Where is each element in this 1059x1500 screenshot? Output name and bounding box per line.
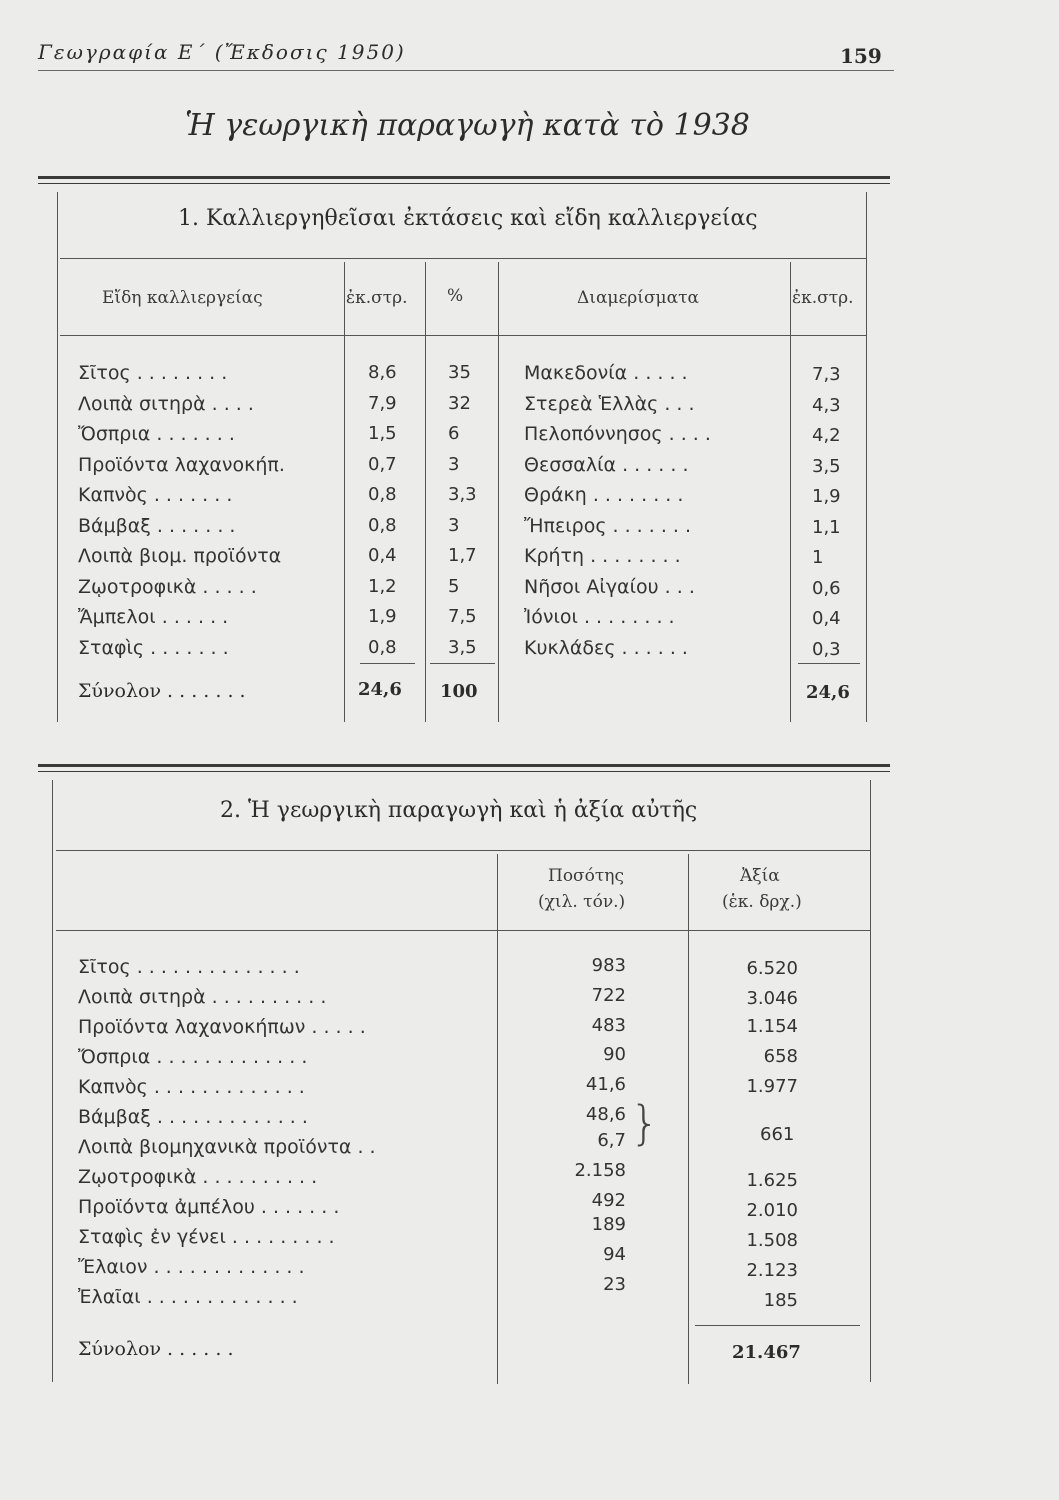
region-name: Νῆσοι Αἰγαίου . . . — [524, 576, 695, 598]
region-name: Μακεδονία . . . . . — [524, 362, 688, 384]
table-1-left-border — [57, 192, 58, 722]
brace-icon: } — [630, 1096, 660, 1150]
table-2-top-rule-thin — [38, 771, 890, 772]
product-name: Λοιπὰ σιτηρὰ . . . . . . . . . . — [78, 986, 327, 1008]
table-2-left-border — [52, 780, 53, 1382]
product-value: 3.046 — [746, 988, 798, 1009]
product-value: 185 — [763, 1290, 798, 1311]
crop-area: 8,6 — [368, 362, 397, 383]
crop-area: 7,9 — [368, 393, 397, 414]
crop-name: Λοιπὰ βιομ. προϊόντα — [78, 545, 282, 567]
region-name: Κρήτη . . . . . . . . — [524, 545, 681, 567]
table-1-total-area: 24,6 — [358, 679, 402, 700]
product-quantity: 23 — [603, 1274, 626, 1295]
table-1-top-rule-thin — [38, 183, 890, 184]
product-quantity: 41,6 — [585, 1074, 626, 1095]
table-1-right-border — [866, 192, 867, 722]
col-header-quantity: Ποσότης — [548, 866, 625, 886]
table-2-col-sep — [497, 854, 498, 1384]
table-1-col-sep — [425, 262, 426, 722]
region-area: 3,5 — [812, 456, 841, 477]
product-name: Ἔλαιον . . . . . . . . . . . . . — [78, 1256, 305, 1278]
product-quantity: 48,6 — [585, 1104, 626, 1125]
region-name: Ἰόνιοι . . . . . . . . — [524, 606, 675, 628]
total-rule — [430, 663, 495, 664]
crop-percent: 5 — [448, 576, 460, 597]
col-header-region-area: ἐκ.στρ. — [792, 288, 854, 308]
product-value: 2.123 — [746, 1260, 798, 1281]
table-2-top-rule — [38, 764, 890, 767]
table-2-caption: 2. Ἡ γεωργικὴ παραγωγὴ καὶ ἡ ἀξία αὐτῆς — [220, 798, 698, 823]
col-header-quantity-unit: (χιλ. τόν.) — [538, 892, 626, 912]
running-title: Γεωγραφία Ε΄ (Ἔκδοσις 1950) — [38, 40, 406, 64]
product-name: Προϊόντα ἀμπέλου . . . . . . . — [78, 1196, 340, 1218]
page-number: 159 — [840, 44, 882, 68]
table-2-total-label: Σύνολον . . . . . . — [78, 1338, 234, 1360]
product-quantity: 2.158 — [574, 1160, 626, 1181]
crop-name: Βάμβαξ . . . . . . . — [78, 515, 236, 537]
product-quantity: 492 — [591, 1190, 626, 1211]
col-header-value: Ἀξία — [740, 866, 780, 886]
col-header-region: Διαμερίσματα — [577, 288, 699, 308]
crop-percent: 3,3 — [448, 484, 477, 505]
crop-area: 0,4 — [368, 545, 397, 566]
table-2-header-rule-bottom — [56, 930, 870, 931]
table-2-header-rule-top — [56, 850, 870, 851]
crop-name: Λοιπὰ σιτηρὰ . . . . — [78, 393, 254, 415]
product-name: Σταφὶς ἐν γένει . . . . . . . . . — [78, 1226, 335, 1248]
crop-area: 0,8 — [368, 637, 397, 658]
crop-area: 1,2 — [368, 576, 397, 597]
crop-area: 1,9 — [368, 606, 397, 627]
product-quantity: 189 — [591, 1214, 626, 1235]
region-name: Θράκη . . . . . . . . — [524, 484, 684, 506]
col-header-value-unit: (ἑκ. δρχ.) — [722, 892, 802, 912]
crop-name: Ὄσπρια . . . . . . . — [78, 423, 235, 445]
total-rule — [360, 663, 415, 664]
table-1-total-percent: 100 — [440, 681, 478, 702]
table-1-col-sep — [344, 262, 345, 722]
product-name: Σῖτος . . . . . . . . . . . . . . — [78, 956, 300, 978]
table-1-header-rule-bottom — [60, 335, 866, 336]
crop-percent: 32 — [448, 393, 471, 414]
crop-percent: 6 — [448, 423, 460, 444]
page-title: Ἡ γεωργικὴ παραγωγὴ κατὰ τὸ 1938 — [185, 108, 750, 143]
col-header-area: ἐκ.στρ. — [346, 288, 408, 308]
product-value: 1.154 — [746, 1016, 798, 1037]
region-area: 0,6 — [812, 578, 841, 599]
crop-name: Σταφὶς . . . . . . . — [78, 637, 229, 659]
region-area: 1 — [812, 547, 824, 568]
region-area: 4,2 — [812, 425, 841, 446]
product-name: Καπνὸς . . . . . . . . . . . . . — [78, 1076, 305, 1098]
product-name: Βάμβαξ . . . . . . . . . . . . . — [78, 1106, 308, 1128]
table-1-header-rule-top — [60, 258, 866, 259]
product-value: 1.625 — [746, 1170, 798, 1191]
crop-name: Προϊόντα λαχανοκήπ. — [78, 454, 285, 476]
crop-area: 0,8 — [368, 484, 397, 505]
crop-name: Σῖτος . . . . . . . . — [78, 362, 228, 384]
table-1-top-rule — [38, 176, 890, 179]
region-name: Πελοπόννησος . . . . — [524, 423, 711, 445]
product-name: Ὄσπρια . . . . . . . . . . . . . — [78, 1046, 308, 1068]
product-value: 1.508 — [746, 1230, 798, 1251]
crop-name: Ζῳοτροφικὰ . . . . . — [78, 576, 257, 598]
region-area: 1,9 — [812, 486, 841, 507]
total-rule — [798, 663, 860, 664]
table-1-caption: 1. Καλλιεργηθεῖσαι ἐκτάσεις καὶ εἴδη καλλιεργείας — [178, 206, 758, 231]
region-area: 4,3 — [812, 395, 841, 416]
product-name: Ζῳοτροφικὰ . . . . . . . . . . — [78, 1166, 318, 1188]
product-value: 6.520 — [746, 958, 798, 979]
table-1-col-sep — [790, 262, 791, 722]
product-quantity: 94 — [603, 1244, 626, 1265]
region-name: Θεσσαλία . . . . . . — [524, 454, 689, 476]
region-area: 7,3 — [812, 364, 841, 385]
crop-percent: 35 — [448, 362, 471, 383]
product-quantity: 6,7 — [597, 1130, 626, 1151]
region-name: Κυκλάδες . . . . . . — [524, 637, 688, 659]
region-area: 0,4 — [812, 608, 841, 629]
table-2-total-value: 21.467 — [732, 1342, 801, 1363]
product-quantity: 483 — [591, 1015, 626, 1036]
product-quantity: 90 — [603, 1044, 626, 1065]
crop-area: 1,5 — [368, 423, 397, 444]
table-1-col-sep — [498, 262, 499, 722]
crop-percent: 3 — [448, 515, 460, 536]
product-name: Λοιπὰ βιομηχανικὰ προϊόντα . . — [78, 1136, 376, 1158]
table-2-col-sep — [688, 854, 689, 1384]
product-name: Προϊόντα λαχανοκήπων . . . . . — [78, 1016, 366, 1038]
col-header-crop: Εἴδη καλλιεργείας — [102, 288, 263, 308]
crop-percent: 1,7 — [448, 545, 477, 566]
table-2-right-border — [870, 780, 871, 1382]
total-rule — [695, 1325, 860, 1326]
table-1-total-region-area: 24,6 — [806, 682, 850, 703]
product-quantity: 983 — [591, 955, 626, 976]
product-value: 2.010 — [746, 1200, 798, 1221]
crop-area: 0,8 — [368, 515, 397, 536]
crop-percent: 3 — [448, 454, 460, 475]
region-area: 1,1 — [812, 517, 841, 538]
table-1-total-label: Σύνολον . . . . . . . — [78, 680, 246, 702]
crop-percent: 3,5 — [448, 637, 477, 658]
product-value: 658 — [763, 1046, 798, 1067]
product-quantity: 722 — [591, 985, 626, 1006]
crop-name: Ἄμπελοι . . . . . . — [78, 606, 229, 628]
region-area: 0,3 — [812, 639, 841, 660]
product-value: 1.977 — [746, 1076, 798, 1097]
crop-name: Καπνὸς . . . . . . . — [78, 484, 233, 506]
region-name: Ἤπειρος . . . . . . . — [524, 515, 692, 537]
col-header-percent: % — [447, 286, 464, 306]
crop-area: 0,7 — [368, 454, 397, 475]
crop-percent: 7,5 — [448, 606, 477, 627]
product-name: Ἐλαῖαι . . . . . . . . . . . . . — [78, 1286, 298, 1308]
region-name: Στερεὰ Ἑλλὰς . . . — [524, 393, 695, 415]
combined-value: 661 — [760, 1124, 795, 1145]
header-rule — [38, 70, 894, 71]
